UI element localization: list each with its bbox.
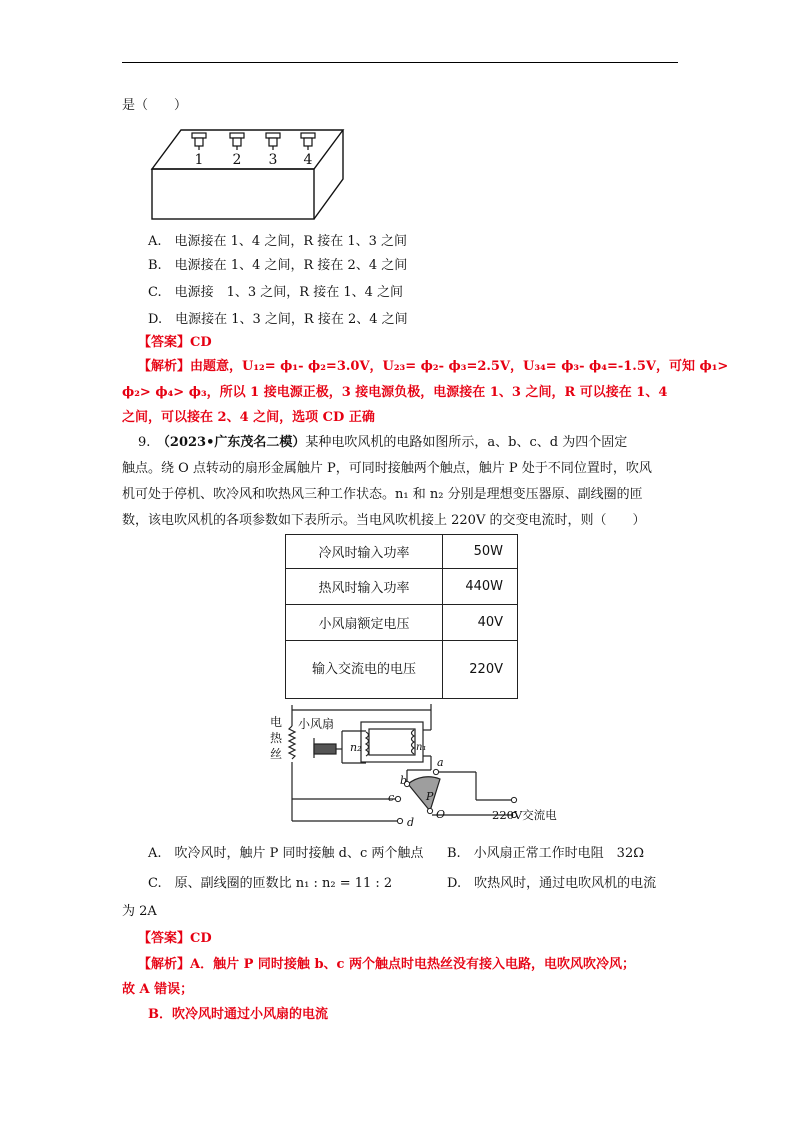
pivot-o-label: O (436, 808, 446, 821)
heater-label (270, 714, 286, 761)
parameter-table (285, 534, 518, 699)
q9-line3: 机可处于停机、吹冷风和吹热风三种工作状态。n₁ 和 n₂ 分别是理想变压器原、副线圈的匝 (122, 487, 643, 502)
table-label: 热风时输入功率 (286, 569, 443, 605)
table-label: 小风扇额定电压 (286, 605, 443, 641)
q8-option-a: A. 电源接在 1、4 之间，R 接在 1、3 之间 (148, 234, 408, 249)
table-value: 440W (443, 569, 518, 605)
q9-analysis-line2: 故 A 错误； (122, 982, 194, 997)
sector-p-label: P (426, 790, 434, 803)
terminal-box-figure (150, 126, 350, 222)
q9-line1 (138, 434, 627, 452)
contact-a-label: a (437, 756, 444, 769)
table-label: 冷风时输入功率 (286, 535, 443, 569)
ac-source-label: 220V交流电 (492, 808, 557, 822)
terminal-label-4: 4 (303, 152, 313, 168)
fan-label: 小风扇 (298, 717, 335, 731)
circuit-diagram (262, 700, 592, 835)
contact-c-label: c (388, 791, 395, 804)
heater-char-2: 热 (270, 731, 283, 745)
table-row (286, 569, 518, 605)
table-value: 50W (443, 535, 518, 569)
top-fragment: 是（ ） (122, 98, 188, 113)
header-rule (122, 62, 678, 63)
q9-option-d: D. 吹热风时，通过电吹风机的电流 (447, 876, 657, 891)
table-row (286, 535, 518, 569)
heater-char-1: 电 (270, 715, 283, 729)
q8-analysis-line2: ϕ₂> ϕ₄> ϕ₃，所以 1 接电源正极，3 接电源负极，电源接在 1、3 之间，R 可以接在 1、4 (122, 385, 668, 400)
table-value: 220V (443, 641, 518, 699)
contact-d-label: d (407, 816, 415, 829)
table-label: 输入交流电的电压 (286, 641, 443, 699)
q8-analysis-line3: 之间，可以接在 2、4 之间，选项 CD 正确 (122, 410, 375, 425)
q8-option-b: B. 电源接在 1、4 之间，R 接在 2、4 之间 (148, 258, 408, 273)
heater-char-3: 丝 (270, 747, 283, 761)
q9-option-a: A. 吹冷风时，触片 P 同时接触 d、c 两个触点 (148, 846, 424, 861)
terminal-label-3: 3 (268, 152, 278, 168)
q9-analysis-line1: 【解析】A．触片 P 同时接触 b、c 两个触点时电热丝没有接入电路，电吹风吹冷风； (138, 957, 635, 972)
q8-option-c: C. 电源接 1、3 之间，R 接在 1、4 之间 (148, 285, 404, 300)
q9-analysis-line3: B．吹冷风时通过小风扇的电流 (148, 1007, 328, 1022)
q9-line4: 数，该电吹风机的各项参数如下表所示。当电风吹机接上 220V 的交变电流时，则（ ） (122, 513, 646, 528)
q8-option-d: D. 电源接在 1、3 之间，R 接在 2、4 之间 (148, 312, 408, 327)
q9-line2: 触点。绕 O 点转动的扇形金属触片 P，可同时接触两个触点，触片 P 处于不同位置时，吹风 (122, 461, 652, 476)
terminal-label-2: 2 (232, 152, 242, 168)
q9-number: 9. (138, 435, 164, 450)
q8-analysis-line1: 【解析】由题意，U₁₂= ϕ₁- ϕ₂=3.0V，U₂₃= ϕ₂- ϕ₃=2.5V，U₃₄= ϕ₃- ϕ₄=-1.5V，可知 ϕ₁> (138, 359, 729, 374)
q9-option-b: B. 小风扇正常工作时电阻 32Ω (447, 846, 645, 861)
n2-label: n₂ (350, 741, 362, 754)
q9-option-d-cont: 为 2A (122, 904, 157, 919)
n1-label: n₁ (416, 742, 427, 753)
q9-option-c: C. 原、副线圈的匝数比 n₁ : n₂ = 11 : 2 (148, 876, 393, 891)
q9-line1-rest: 某种电吹风机的电路如图所示，a、b、c、d 为四个固定 (305, 435, 628, 450)
contact-b-label: b (400, 774, 408, 787)
q9-answer: 【答案】CD (138, 931, 212, 946)
table-row (286, 605, 518, 641)
q9-source: （2023•广东茂名二模） (163, 435, 306, 450)
table-row (286, 641, 518, 699)
table-value: 40V (443, 605, 518, 641)
q8-answer: 【答案】CD (138, 335, 212, 350)
terminal-label-1: 1 (194, 152, 204, 168)
